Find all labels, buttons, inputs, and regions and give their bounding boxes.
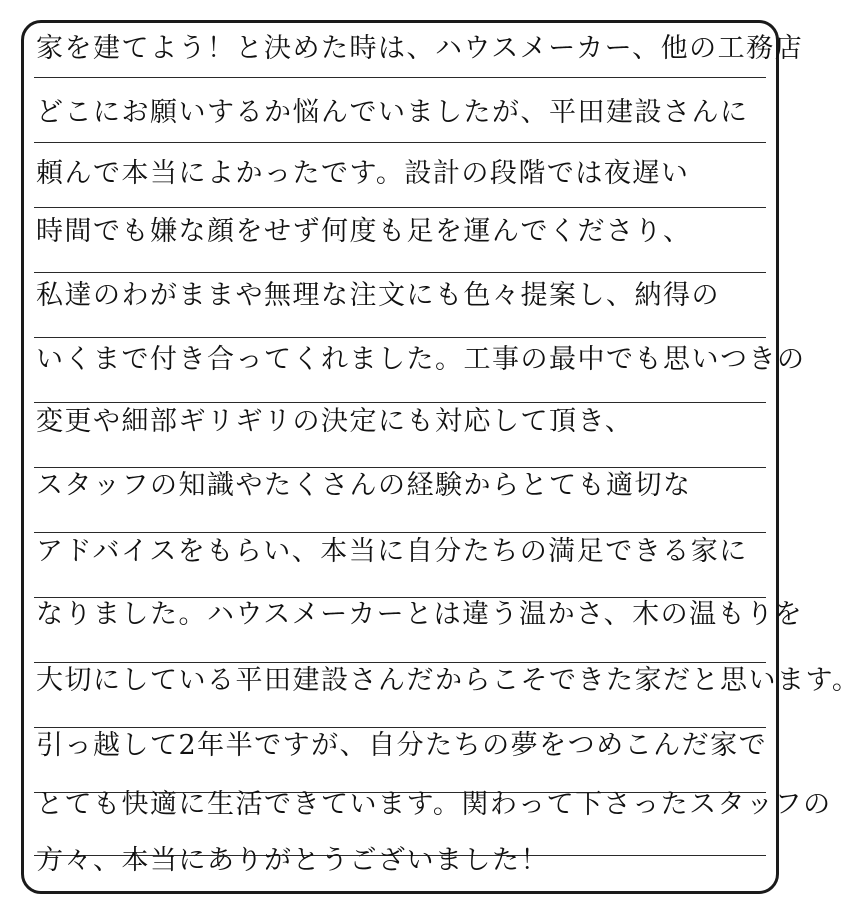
letter-line-4: 時間でも嫌な顔をせず何度も足を運んでくださり、 bbox=[36, 216, 692, 247]
letter-line-9: アドバイスをもらい、本当に自分たちの満足できる家に bbox=[36, 536, 748, 567]
ruled-line bbox=[34, 272, 766, 273]
letter-line-6: いくまで付き合ってくれました。工事の最中でも思いつきの bbox=[36, 344, 806, 375]
ruled-line bbox=[34, 207, 766, 208]
ruled-line bbox=[34, 142, 766, 143]
letter-line-8: スタッフの知識やたくさんの経験からとても適切な bbox=[36, 470, 692, 501]
letter-line-11: 大切にしている平田建設さんだからこそできた家だと思います。 bbox=[36, 665, 860, 696]
ruled-line bbox=[34, 337, 766, 338]
letter-line-5: 私達のわがままや無理な注文にも色々提案し、納得の bbox=[36, 280, 720, 311]
letter-line-3: 頼んで本当によかったです。設計の段階では夜遅い bbox=[36, 158, 690, 189]
letter-line-2: どこにお願いするか悩んでいましたが、平田建設さんに bbox=[36, 97, 749, 128]
letter-line-1: 家を建てよう！と決めた時は、ハウスメーカー、他の工務店 bbox=[36, 33, 804, 64]
ruled-line bbox=[34, 77, 766, 78]
letter-line-10: なりました。ハウスメーカーとは違う温かさ、木の温もりを bbox=[36, 599, 804, 630]
letter-line-7: 変更や細部ギリギリの決定にも対応して頂き、 bbox=[36, 406, 634, 437]
handwritten-letter-card bbox=[21, 20, 860, 894]
letter-line-12: 引っ越して2年半ですが、自分たちの夢をつめこんだ家で bbox=[36, 730, 768, 761]
letter-line-13: とても快適に生活できています。関わって下さったスタッフの bbox=[36, 789, 832, 820]
letter-line-14: 方々、本当にありがとうございました！ bbox=[36, 845, 549, 876]
